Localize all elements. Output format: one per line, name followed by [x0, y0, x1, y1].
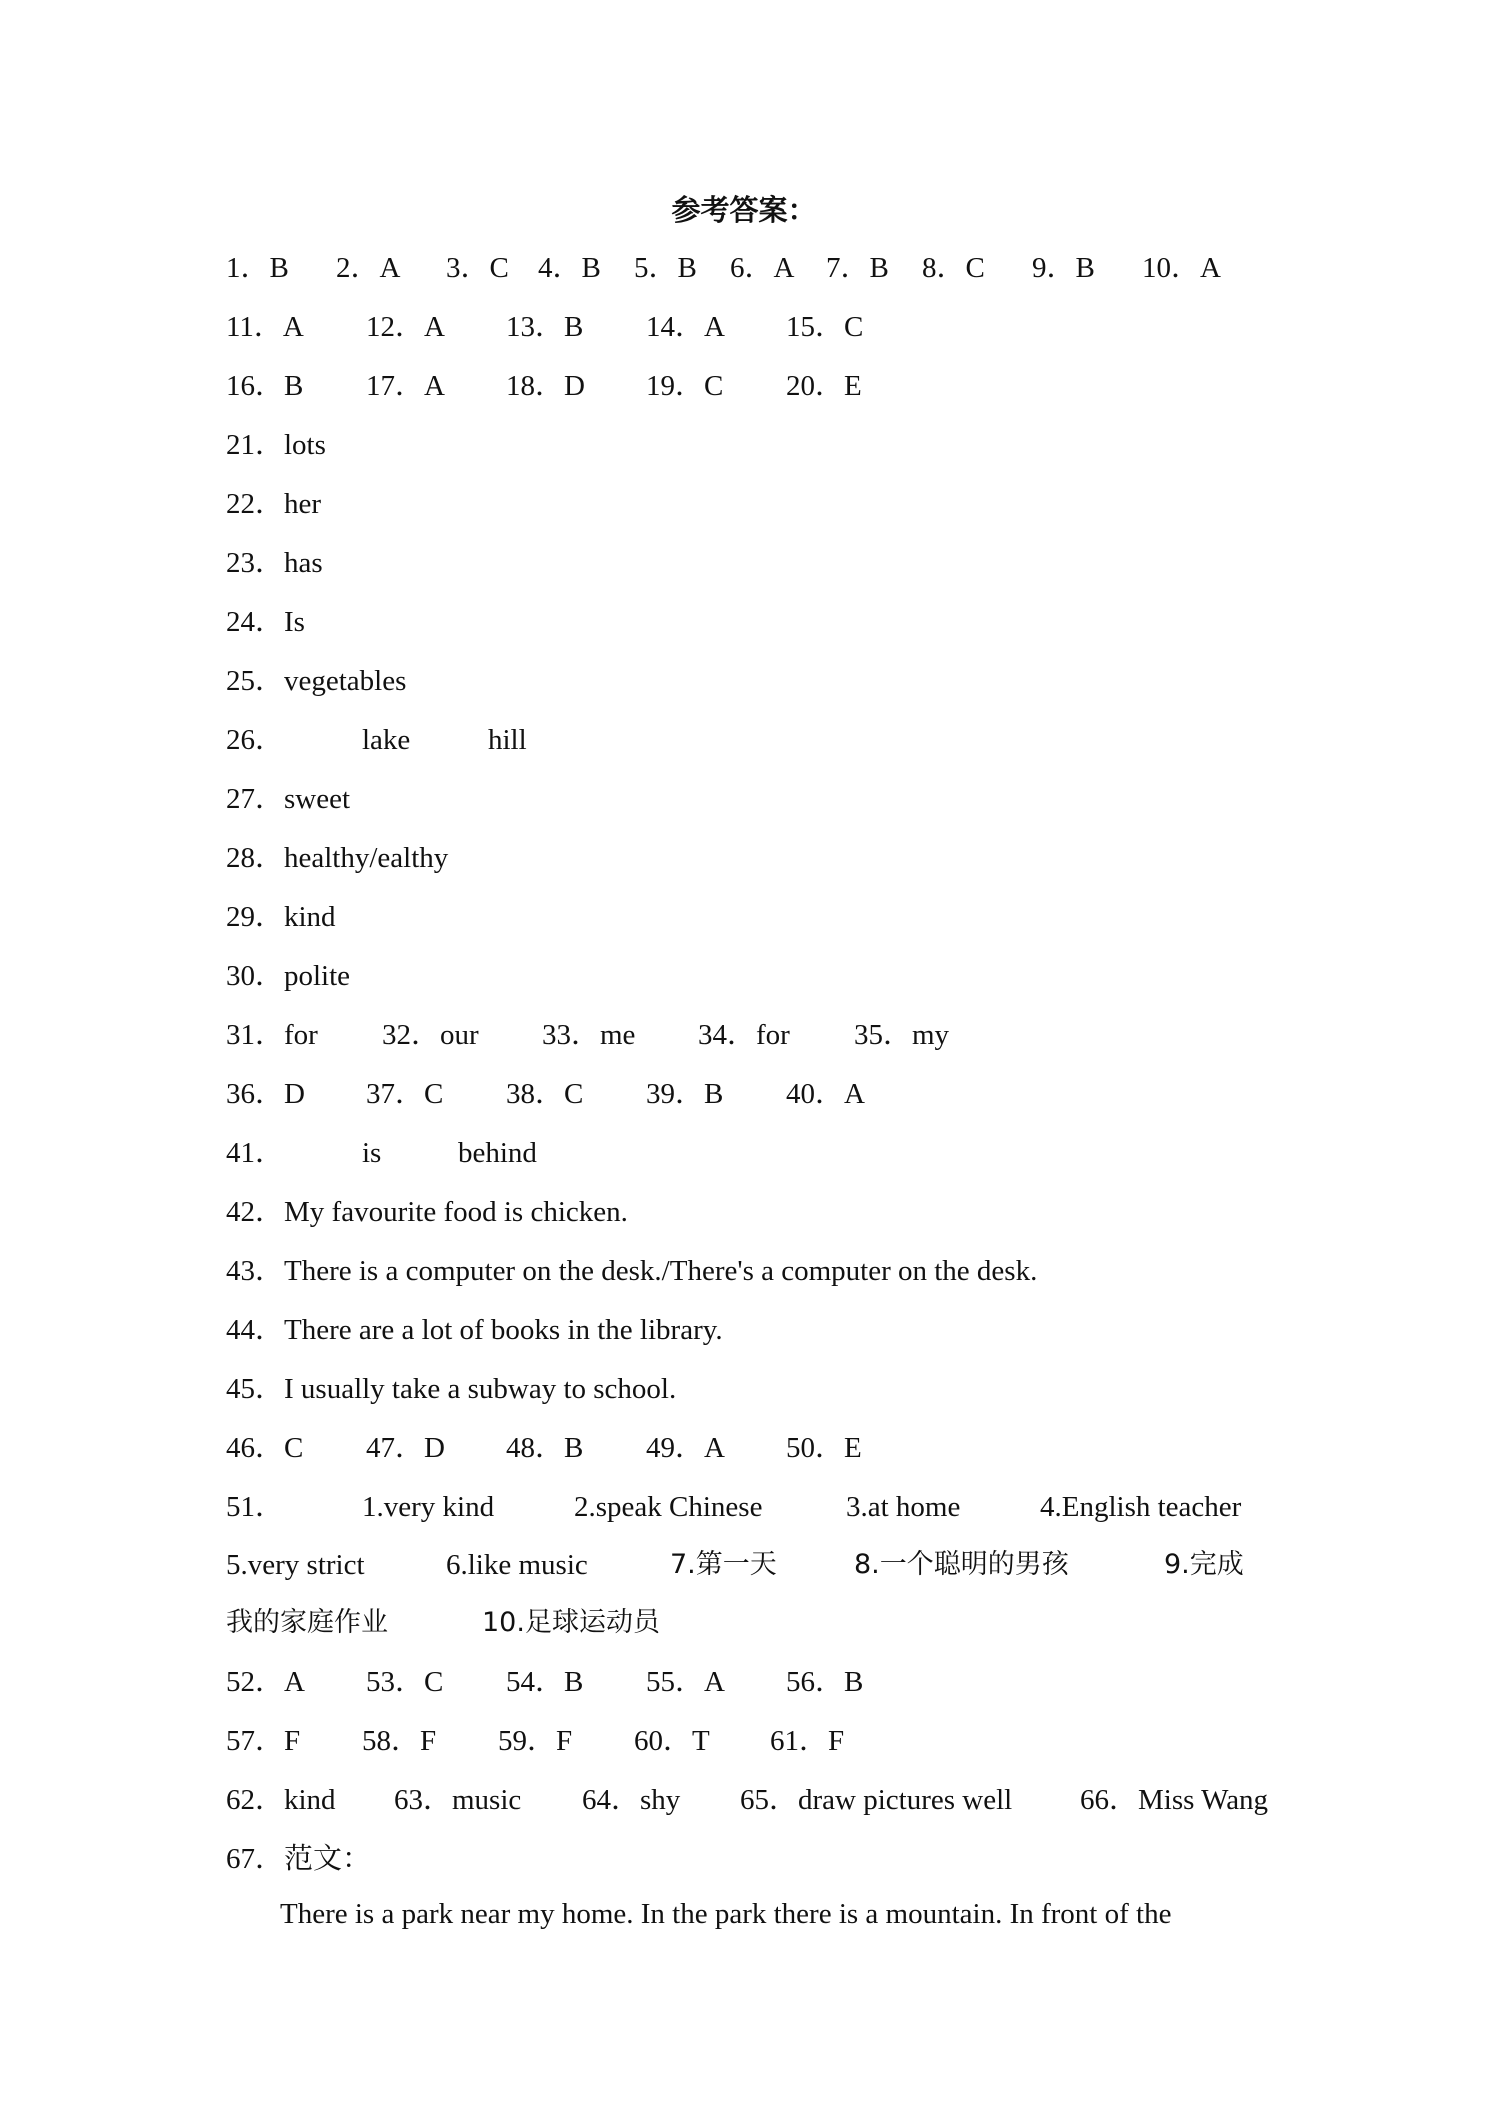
answer-3: 3．C: [446, 252, 509, 284]
answer-51-part-9: 9.完成: [1164, 1549, 1244, 1580]
answer-26-number: 26．: [226, 724, 285, 756]
answer-42: 42．My favourite food is chicken.: [226, 1196, 628, 1228]
answer-31: 31．for: [226, 1019, 318, 1051]
answer-23: 23．has: [226, 547, 323, 579]
answer-33: 33．me: [542, 1019, 636, 1051]
answer-51-part-5: 5.very strict: [226, 1549, 365, 1581]
answer-2: 2．A: [336, 252, 401, 284]
answer-12: 12．A: [366, 311, 445, 343]
answer-41-word-2: behind: [458, 1137, 537, 1169]
answer-47: 47．D: [366, 1432, 445, 1464]
answer-51-part-8: 8.一个聪明的男孩: [854, 1549, 1069, 1580]
answer-46: 46．C: [226, 1432, 304, 1464]
answer-39: 39．B: [646, 1078, 724, 1110]
answer-51-part-3: 3.at home: [846, 1491, 961, 1523]
answer-1: 1．B: [226, 252, 289, 284]
answer-56: 56．B: [786, 1666, 864, 1698]
answer-59: 59．F: [498, 1725, 573, 1757]
answer-53: 53．C: [366, 1666, 444, 1698]
answer-62: 62．kind: [226, 1784, 336, 1816]
answer-27: 27．sweet: [226, 783, 351, 815]
answer-40: 40．A: [786, 1078, 865, 1110]
answer-57: 57．F: [226, 1725, 301, 1757]
answer-20: 20．E: [786, 370, 862, 402]
answer-36: 36．D: [226, 1078, 305, 1110]
answer-22: 22．her: [226, 488, 322, 520]
answer-41-number: 41．: [226, 1137, 285, 1169]
answer-41-word-1: is: [362, 1137, 382, 1169]
answer-24: 24．Is: [226, 606, 305, 638]
model-essay-line-1: There is a park near my home. In the park there is a mountain. In front of the: [280, 1898, 1172, 1930]
answer-25: 25．vegetables: [226, 665, 407, 697]
answer-14: 14．A: [646, 311, 725, 343]
answer-26-word-2: hill: [488, 724, 527, 756]
answer-64: 64．shy: [582, 1784, 681, 1816]
answer-4: 4．B: [538, 252, 601, 284]
answer-19: 19．C: [646, 370, 724, 402]
answer-51-part-4: 4.English teacher: [1040, 1491, 1242, 1523]
answer-49: 49．A: [646, 1432, 725, 1464]
answer-13: 13．B: [506, 311, 584, 343]
answer-67-label: 67．范文：: [226, 1843, 372, 1875]
answer-65: 65．draw pictures well: [740, 1784, 1013, 1816]
answer-50: 50．E: [786, 1432, 862, 1464]
answer-17: 17．A: [366, 370, 445, 402]
answer-8: 8．C: [922, 252, 985, 284]
answer-28: 28．healthy/ealthy: [226, 842, 449, 874]
answer-29: 29．kind: [226, 901, 336, 933]
answer-35: 35．my: [854, 1019, 950, 1051]
answer-52: 52．A: [226, 1666, 305, 1698]
answer-7: 7．B: [826, 252, 889, 284]
answer-51-part-2: 2.speak Chinese: [574, 1491, 763, 1523]
answer-61: 61．F: [770, 1725, 845, 1757]
answer-44: 44．There are a lot of books in the library.: [226, 1314, 723, 1346]
answer-51-part-6: 6.like music: [446, 1549, 588, 1581]
answer-10: 10．A: [1142, 252, 1221, 284]
answer-66: 66．Miss Wang: [1080, 1784, 1269, 1816]
page-title: 参考答案：: [671, 193, 817, 227]
answer-26-word-1: lake: [362, 724, 411, 756]
answer-16: 16．B: [226, 370, 304, 402]
answer-43: 43．There is a computer on the desk./There's a computer on the desk.: [226, 1255, 1038, 1287]
answer-37: 37．C: [366, 1078, 444, 1110]
answer-32: 32．our: [382, 1019, 479, 1051]
answer-54: 54．B: [506, 1666, 584, 1698]
answer-63: 63．music: [394, 1784, 522, 1816]
answer-30: 30．polite: [226, 960, 351, 992]
answer-34: 34．for: [698, 1019, 790, 1051]
answer-9: 9．B: [1032, 252, 1095, 284]
answer-58: 58．F: [362, 1725, 437, 1757]
answer-55: 55．A: [646, 1666, 725, 1698]
answer-51-part-7: 7.第一天: [670, 1549, 777, 1580]
answer-60: 60．T: [634, 1725, 710, 1757]
answer-15: 15．C: [786, 311, 864, 343]
answer-6: 6．A: [730, 252, 795, 284]
answer-11: 11．A: [226, 311, 304, 343]
answer-18: 18．D: [506, 370, 585, 402]
answer-51-number: 51．: [226, 1491, 285, 1523]
answer-51-part-9-cont: 我的家庭作业: [226, 1607, 388, 1638]
answer-21: 21．lots: [226, 429, 326, 461]
answer-51-part-10: 10.足球运动员: [482, 1607, 660, 1638]
answer-48: 48．B: [506, 1432, 584, 1464]
answer-5: 5．B: [634, 252, 697, 284]
answer-38: 38．C: [506, 1078, 584, 1110]
answer-51-part-1: 1.very kind: [362, 1491, 495, 1523]
answer-45: 45．I usually take a subway to school.: [226, 1373, 677, 1405]
